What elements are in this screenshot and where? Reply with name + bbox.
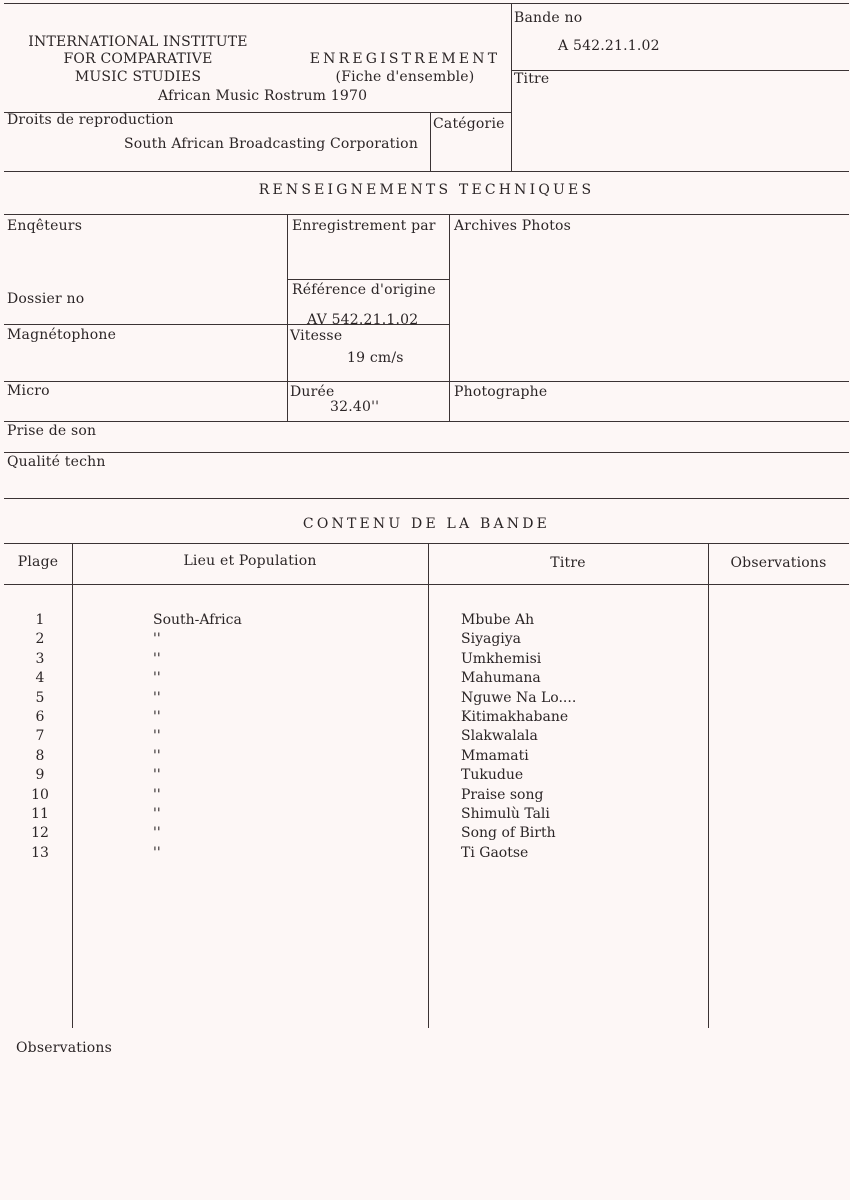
top-border bbox=[4, 3, 849, 4]
row-titre: Song of Birth bbox=[461, 825, 556, 841]
tech-col-divider-1 bbox=[287, 214, 288, 421]
row-lieu: '' bbox=[153, 651, 161, 667]
categorie-label: Catégorie bbox=[433, 116, 505, 132]
magnetophone-label: Magnétophone bbox=[7, 327, 117, 343]
reference-top-line bbox=[287, 279, 449, 280]
reference-label: Référence d'origine bbox=[292, 282, 436, 298]
row-lieu: '' bbox=[153, 825, 161, 841]
droits-label: Droits de reproduction bbox=[7, 112, 174, 128]
row-lieu: '' bbox=[153, 670, 161, 686]
vitesse-label: Vitesse bbox=[290, 328, 343, 344]
row-lieu: '' bbox=[153, 787, 161, 803]
bande-value: A 542.21.1.02 bbox=[558, 38, 660, 54]
bande-label: Bande no bbox=[514, 10, 583, 26]
contents-header-top-line bbox=[4, 543, 849, 544]
row-lieu: '' bbox=[153, 767, 161, 783]
duree-value: 32.40'' bbox=[330, 399, 380, 415]
row-lieu: '' bbox=[153, 728, 161, 744]
qualite-bottom-line bbox=[4, 498, 849, 499]
row-titre: Mahumana bbox=[461, 670, 541, 686]
row-lieu: '' bbox=[153, 748, 161, 764]
tech-section-title: RENSEIGNEMENTS TECHNIQUES bbox=[258, 182, 595, 198]
row-plage: 13 bbox=[31, 845, 49, 861]
rights-bottom-line bbox=[4, 171, 849, 172]
dossier-label: Dossier no bbox=[7, 291, 85, 307]
row-lieu: '' bbox=[153, 806, 161, 822]
contents-col-divider-2 bbox=[428, 543, 429, 1028]
header-vertical-divider bbox=[511, 3, 512, 171]
row-titre: Mmamati bbox=[461, 748, 529, 764]
row-plage: 8 bbox=[35, 748, 45, 764]
row-lieu: '' bbox=[153, 709, 161, 725]
row-titre: Shimulù Tali bbox=[461, 806, 550, 822]
tech-col-divider-2 bbox=[449, 214, 450, 421]
bande-divider-line bbox=[511, 70, 849, 71]
row-plage: 10 bbox=[31, 787, 49, 803]
photographe-label: Photographe bbox=[454, 384, 548, 400]
row-lieu: '' bbox=[153, 631, 161, 647]
row-titre: Siyagiya bbox=[461, 631, 522, 647]
institute-line-2: FOR COMPARATIVE bbox=[63, 51, 213, 67]
reference-value: AV 542.21.1.02 bbox=[307, 312, 419, 328]
droits-value: South African Broadcasting Corporation bbox=[124, 136, 419, 152]
form-subtitle: (Fiche d'ensemble) bbox=[335, 69, 475, 85]
enregistrement-label: Enregistrement par bbox=[292, 218, 436, 234]
archives-label: Archives Photos bbox=[454, 218, 572, 234]
col-header-lieu: Lieu et Population bbox=[183, 553, 317, 569]
row-plage: 4 bbox=[35, 670, 45, 686]
row-lieu: '' bbox=[153, 690, 161, 706]
row-lieu: '' bbox=[153, 845, 161, 861]
row-titre: Slakwalala bbox=[461, 728, 538, 744]
institute-line-1: INTERNATIONAL INSTITUTE bbox=[28, 34, 248, 50]
row-plage: 9 bbox=[35, 767, 45, 783]
col-header-plage: Plage bbox=[17, 554, 59, 570]
contents-header-bottom-line bbox=[4, 584, 849, 585]
row-titre: Nguwe Na Lo.... bbox=[461, 690, 577, 706]
titre-label: Titre bbox=[514, 71, 550, 87]
event-name: African Music Rostrum 1970 bbox=[158, 88, 368, 104]
row-plage: 11 bbox=[31, 806, 49, 822]
enqueteurs-label: Enqêteurs bbox=[7, 218, 83, 234]
qualite-top-line bbox=[4, 452, 849, 453]
contents-col-divider-1 bbox=[72, 543, 73, 1028]
row-plage: 12 bbox=[31, 825, 49, 841]
observations-label: Observations bbox=[16, 1040, 112, 1056]
row-titre: Ti Gaotse bbox=[461, 845, 529, 861]
tech-top-line bbox=[4, 214, 849, 215]
prise-label: Prise de son bbox=[7, 423, 97, 439]
row-plage: 7 bbox=[35, 728, 45, 744]
row-titre: Umkhemisi bbox=[461, 651, 542, 667]
contents-col-divider-3 bbox=[708, 543, 709, 1028]
row-plage: 2 bbox=[35, 631, 45, 647]
row-titre: Praise song bbox=[461, 787, 544, 803]
row-plage: 5 bbox=[35, 690, 45, 706]
prise-top-line bbox=[4, 421, 849, 422]
contents-section-title: CONTENU DE LA BANDE bbox=[302, 516, 551, 532]
duree-label: Durée bbox=[290, 384, 335, 400]
form-title: ENREGISTREMENT bbox=[309, 51, 501, 67]
row-plage: 1 bbox=[35, 612, 45, 628]
micro-label: Micro bbox=[7, 383, 50, 399]
categorie-divider bbox=[430, 112, 431, 171]
vitesse-value: 19 cm/s bbox=[347, 350, 404, 366]
row-titre: Tukudue bbox=[461, 767, 524, 783]
row-plage: 3 bbox=[35, 651, 45, 667]
col-header-observations: Observations bbox=[730, 555, 827, 571]
row-plage: 6 bbox=[35, 709, 45, 725]
micro-top-line bbox=[4, 381, 849, 382]
row-lieu: South-Africa bbox=[153, 612, 242, 628]
institute-line-3: MUSIC STUDIES bbox=[74, 69, 202, 85]
row-titre: Mbube Ah bbox=[461, 612, 535, 628]
qualite-label: Qualité techn bbox=[7, 454, 106, 470]
row-titre: Kitimakhabane bbox=[461, 709, 569, 725]
col-header-titre: Titre bbox=[550, 555, 586, 571]
